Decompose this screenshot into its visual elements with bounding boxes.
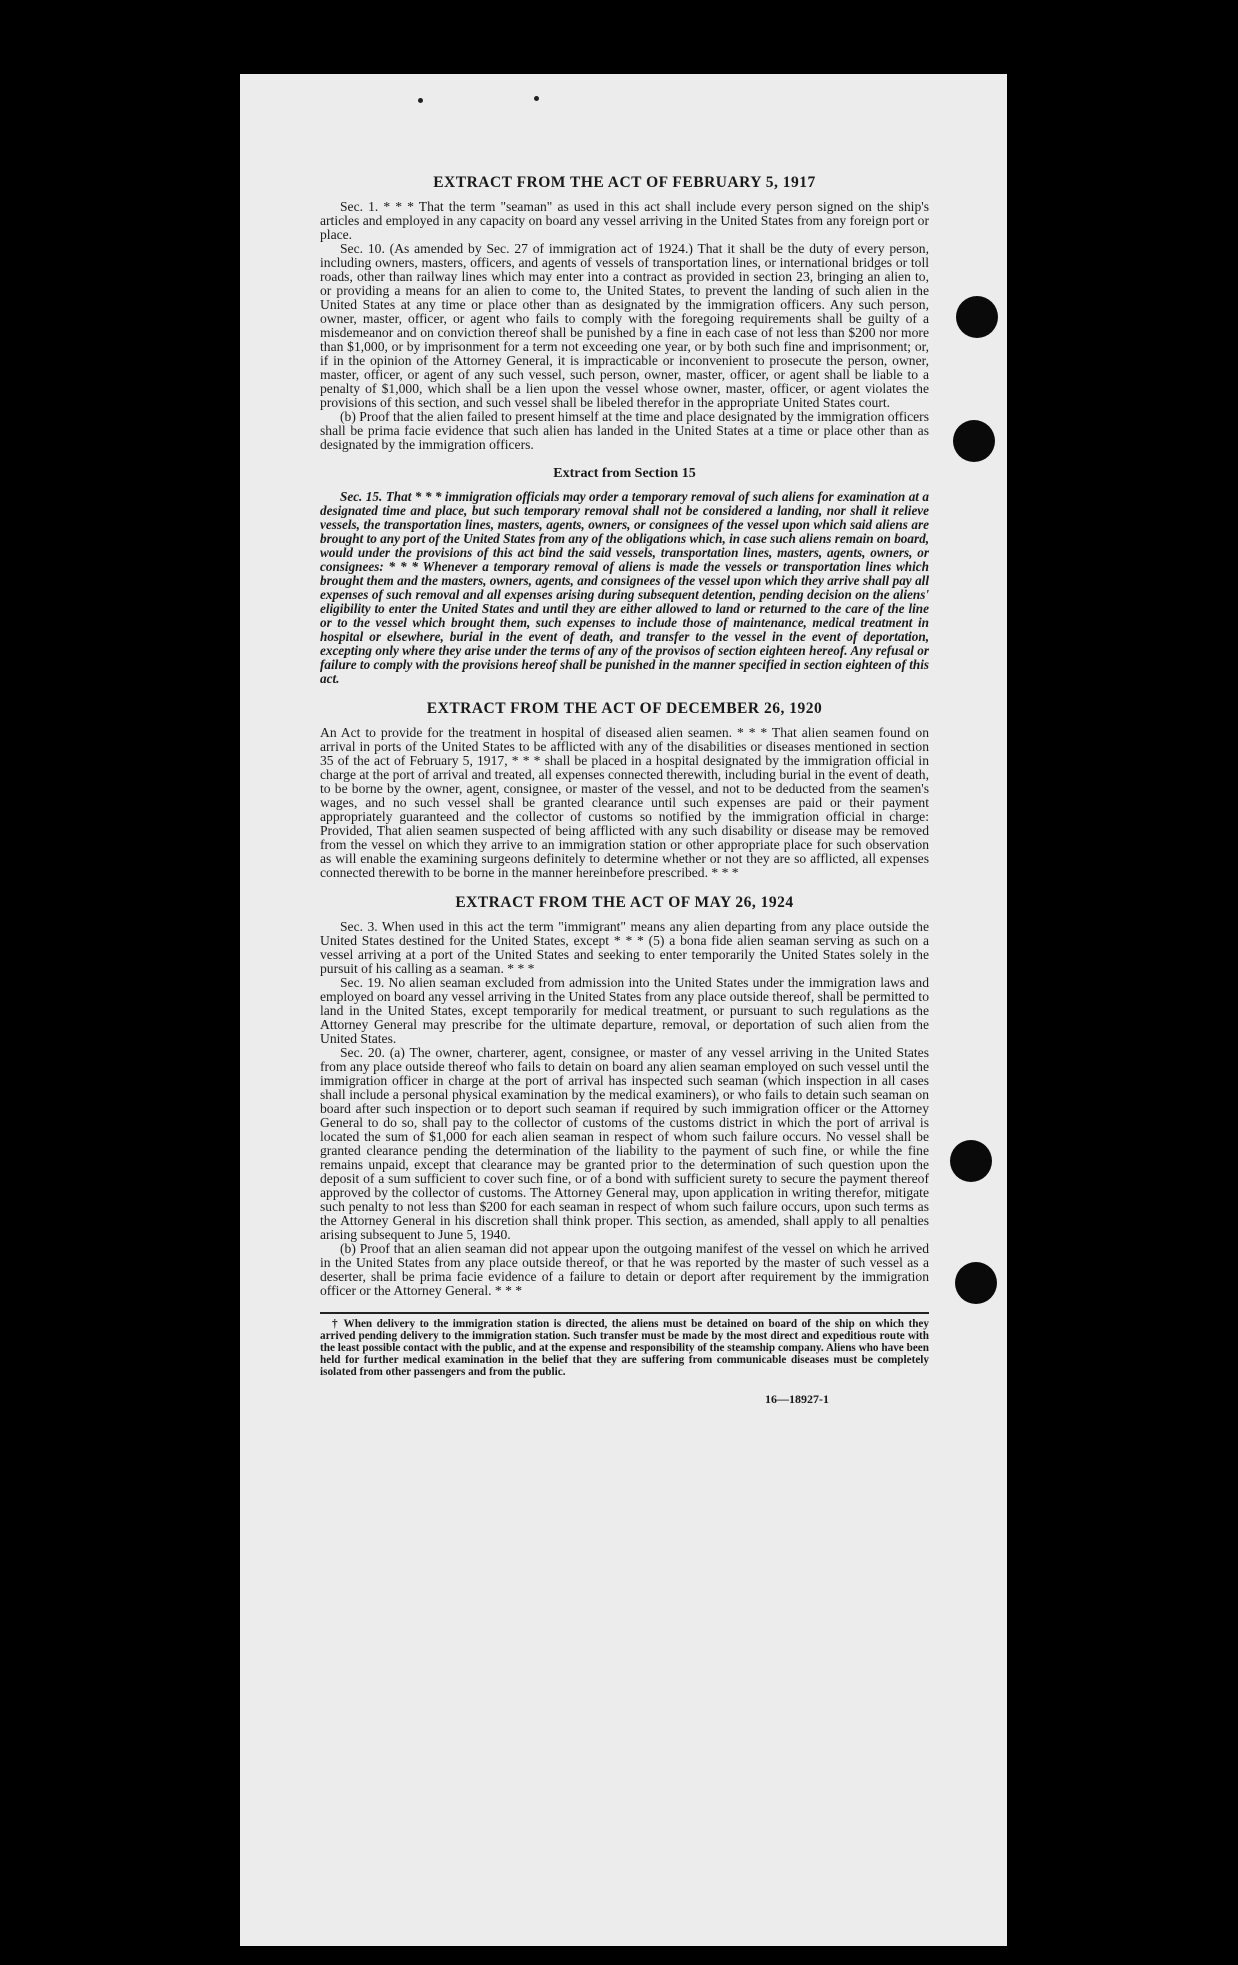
paragraph: (b) Proof that the alien failed to present himself at the time and place designated by the immigration officers shall be prima facie evidence that such alien has landed in the United States at a time or place other than as designated by the immigration officers. — [320, 409, 929, 452]
paragraph: An Act to provide for the treatment in hospital of diseased alien seamen. * * * That alien seamen found on arrival in ports of the United States to be afflicted with any of the disabilities or diseases mentioned in section 35 of the act of February 5, 1917, * * * shall be placed in a hospital designated by the immigration official in charge at the port of arrival and treated, all expenses connected therewith, including burial in the event of death, to be borne by the owner, agent, consignee, or master of the vessel, and not to be deducted from the seamen's wages, and no such vessel shall be granted clearance until such expenses are paid or their payment appropriately guaranteed and the collector of customs so notified by the immigration official in charge: Provided, That alien seamen suspected of being afflicted with any such disability or disease may be removed from the vessel on which they arrive to an immigration station or other appropriate place for such observation as will enable the examining surgeons definitely to determine whether or not they are so afflicted, all expenses connected therewith to be borne in the manner hereinbefore prescribed. * * * — [320, 725, 929, 880]
section-15-extract — [320, 466, 929, 686]
paragraph: Sec. 20. (a) The owner, charterer, agent, consignee, or master of any vessel arriving in the United States from any place outside thereof who fails to detain on board any alien seaman employed on such vessel until the immigration officer in charge at the port of arrival has inspected such seaman (which inspection in all cases shall include a personal physical examination by the medical examiners), or who fails to detain such seaman on board after such inspection or to deport such seaman if required by such immigration officer or the Attorney General to do so, shall pay to the collector of customs of the customs district in which the port of arrival is located the sum of $1,000 for each alien seaman in respect of whom such failure occurs. No vessel shall be granted clearance pending the determination of the liability to the payment of such fine, or while the fine remains unpaid, except that clearance may be granted prior to the determination of such question upon the deposit of a sum sufficient to cover such fine, or of a bond with sufficient surety to secure the payment thereof approved by the collector of customs. The Attorney General may, upon application in writing therefor, mitigate such penalty to not less than $200 for each seaman in respect of whom such failure occurs, upon such terms as the Attorney General in his discretion shall think proper. This section, as amended, shall apply to all penalties arising subsequent to June 5, 1940. — [320, 1045, 929, 1242]
section-heading: EXTRACT FROM THE ACT OF FEBRUARY 5, 1917 — [433, 174, 816, 191]
paragraph: Sec. 1. * * * That the term "seaman" as used in this act shall include every person signed on the ship's articles and employed in any capacity on board any vessel arriving in the United States from any foreign port or place. — [320, 199, 929, 242]
paragraph: (b) Proof that an alien seaman did not appear upon the outgoing manifest of the vessel on which he arrived in the United States from any place outside thereof, or that he was reported by the master of such vessel as a deserter, shall be prima facie evidence of a failure to detain or deport after requirement by the immigration officer or the Attorney General. * * * — [320, 1241, 929, 1298]
punch-hole — [956, 296, 998, 338]
punch-hole — [955, 1262, 997, 1304]
section-heading: EXTRACT FROM THE ACT OF DECEMBER 26, 1920 — [426, 700, 823, 717]
footnote-divider — [320, 1312, 929, 1314]
paragraph: Sec. 10. (As amended by Sec. 27 of immigration act of 1924.) That it shall be the duty of every person, including owners, masters, officers, and agents of vessels of transportation lines, or international bridges or toll roads, other than railway lines which may enter into a contract as provided in section 23, bringing an alien to, or providing a means for an alien to come to, the United States, to prevent the landing of such alien in the United States at any time or place other than as designated by the immigration officers. Any such person, owner, master, officer, or agent who fails to comply with the foregoing requirements shall be guilty of a misdemeanor and on conviction thereof shall be punished by a fine in each case of not less than $200 nor more than $1,000, or by imprisonment for a term not exceeding one year, or by both such fine and imprisonment; or, if in the opinion of the Attorney General, it is impracticable or inconvenient to prosecute the person, owner, master, officer, or agent of any such vessel, such person, owner, master, officer, or agent shall be liable to a penalty of $1,000, which shall be a lien upon the vessel whose owner, master, officer, or agent violates the provisions of this section, and such vessel shall be libeled therefor in the appropriate United States court. — [320, 241, 929, 410]
section-heading: EXTRACT FROM THE ACT OF MAY 26, 1924 — [455, 894, 794, 911]
paragraph: Sec. 15. That * * * immigration officials may order a temporary removal of such aliens for examination at a designated time and place, but such temporary removal shall not be considered a landing, nor shall it relieve vessels, the transportation lines, masters, agents, owners, or consignees of the vessel upon which said aliens are brought to any port of the United States from any of the obligations which, in case such aliens remain on board, would under the provisions of this act bind the said vessels, transportation lines, masters, agents, owners, or consignees: * * * Whenever a temporary removal of aliens is made the vessels or transportation lines which brought them and the masters, owners, agents, and consignees of the vessel upon which they arrive shall pay all expenses of such removal and all expenses arising during subsequent detention, pending decision on the aliens' eligibility to enter the United States and until they are either allowed to land or returned to the care of the line or to the vessel which brought them, such expenses to include those of maintenance, medical treatment in hospital or elsewhere, burial in the event of death, and transfer to the vessel in the event of deportation, excepting only where they arise under the terms of any of the provisos of section eighteen hereof. Any refusal or failure to comply with the provisions hereof shall be punished in the manner specified in section eighteen of this act. — [320, 489, 929, 686]
form-code: 16—18927-1 — [765, 1392, 829, 1406]
section-act-1920 — [320, 700, 929, 880]
punch-mark — [418, 98, 423, 103]
section-heading: Extract from Section 15 — [553, 466, 696, 481]
punch-hole — [950, 1140, 992, 1182]
document-page — [240, 74, 1007, 1946]
section-act-1924 — [320, 894, 929, 1298]
paragraph: Sec. 19. No alien seaman excluded from admission into the United States under the immigration laws and employed on board any vessel arriving in the United States from any place outside thereof, shall be permitted to land in the United States, except temporarily for medical treatment, or pursuant to such regulations as the Attorney General may prescribe for the ultimate departure, removal, or deportation of such alien from the United States. — [320, 975, 929, 1046]
punch-mark — [534, 96, 539, 101]
footnote: † When delivery to the immigration station is directed, the aliens must be detained on board of the ship on which they arrived pending delivery to the immigration station. Such transfer must be made by the most direct and expeditious route with the least possible contact with the public, and at the expense and responsibility of the steamship company. Aliens who have been held for further medical examination in the belief that they are suffering from communicable diseases must be completely isolated from other passengers and from the public. — [320, 1318, 929, 1378]
paragraph: Sec. 3. When used in this act the term "immigrant" means any alien departing from any place outside the United States destined for the United States, except * * * (5) a bona fide alien seaman serving as such on a vessel arriving at a port of the United States and seeking to enter temporarily the United States solely in the pursuit of his calling as a seaman. * * * — [320, 919, 929, 976]
section-act-1917 — [320, 174, 929, 452]
punch-hole — [953, 420, 995, 462]
